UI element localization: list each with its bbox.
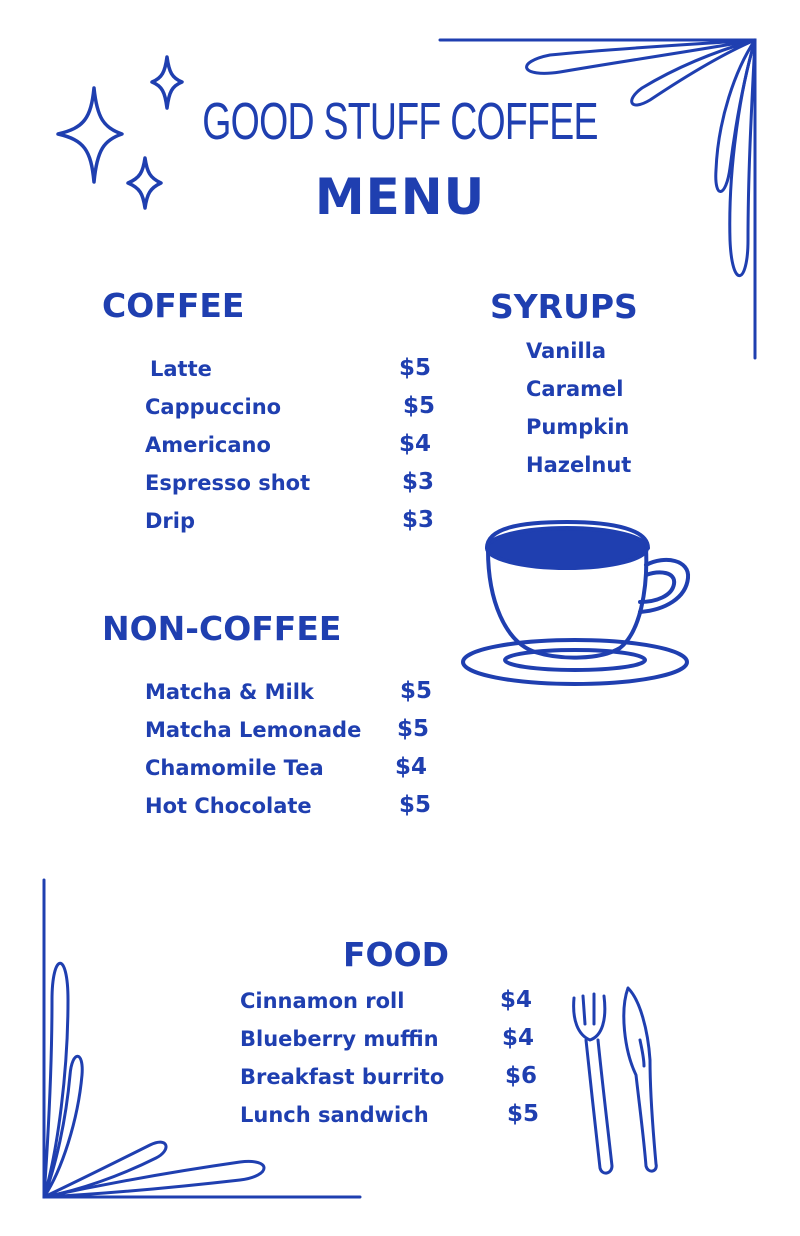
food-item-name: Lunch sandwich (240, 1103, 429, 1127)
food-item-price: $4 (502, 1025, 535, 1051)
coffee-item-name: Espresso shot (145, 471, 311, 495)
coffee-item-name: Cappuccino (145, 395, 282, 419)
non-coffee-item-price: $5 (400, 678, 433, 704)
food-item-price: $5 (507, 1101, 540, 1127)
coffee-item-price: $5 (403, 393, 436, 419)
food-item-price: $4 (500, 987, 533, 1013)
coffee-item-price: $3 (402, 469, 435, 495)
syrup-item: Vanilla (526, 339, 606, 363)
coffee-item-name: Americano (145, 433, 271, 457)
coffee-item-name: Latte (150, 357, 212, 381)
food-item-name: Cinnamon roll (240, 989, 405, 1013)
non-coffee-item-name: Chamomile Tea (145, 756, 324, 780)
coffee-heading: COFFEE (102, 286, 245, 325)
brand-name: GOOD STUFF COFFEE (202, 93, 598, 151)
coffee-item-price: $5 (399, 355, 432, 381)
syrup-item: Caramel (526, 377, 624, 401)
food-item-name: Breakfast burrito (240, 1065, 445, 1089)
non-coffee-item-name: Matcha Lemonade (145, 718, 362, 742)
non-coffee-item-price: $4 (395, 754, 428, 780)
syrup-item: Hazelnut (526, 453, 632, 477)
syrups-heading: SYRUPS (490, 287, 638, 326)
knife-icon (624, 988, 656, 1171)
non-coffee-item-name: Hot Chocolate (145, 794, 312, 818)
food-item-price: $6 (505, 1063, 538, 1089)
food-item-name: Blueberry muffin (240, 1027, 439, 1051)
food-heading: FOOD (343, 935, 450, 974)
coffee-item-price: $4 (399, 431, 432, 457)
non-coffee-item-price: $5 (397, 716, 430, 742)
syrup-item: Pumpkin (526, 415, 630, 439)
non-coffee-heading: NON-COFFEE (102, 609, 342, 648)
menu-title: MENU (314, 168, 486, 226)
non-coffee-item-name: Matcha & Milk (145, 680, 314, 704)
non-coffee-item-price: $5 (399, 792, 432, 818)
coffee-item-price: $3 (402, 507, 435, 533)
fork-icon (574, 994, 612, 1173)
coffee-cup-icon (463, 522, 688, 684)
coffee-item-name: Drip (145, 509, 196, 533)
